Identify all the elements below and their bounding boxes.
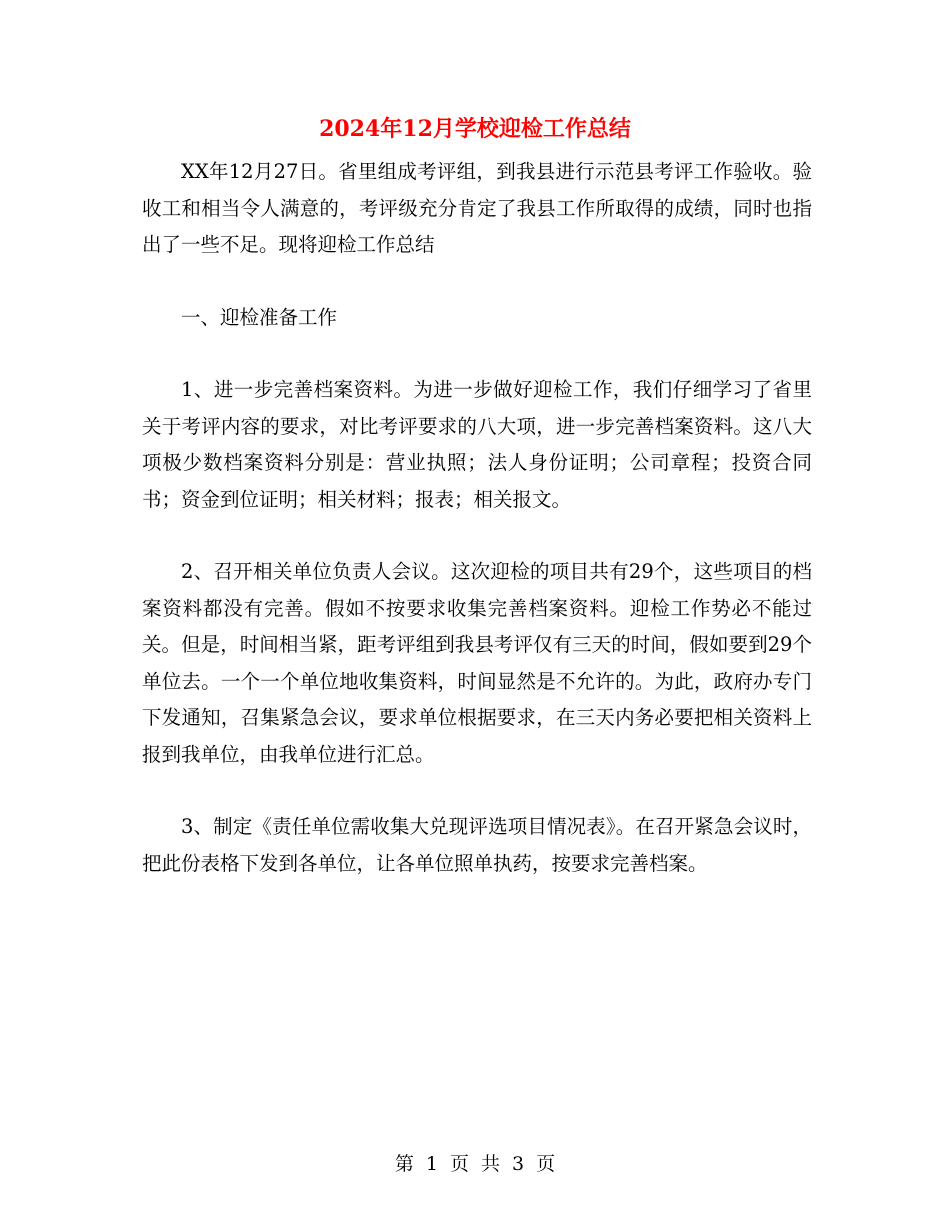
- section-heading: 一、迎检准备工作: [181, 305, 338, 329]
- document-body: [142, 154, 812, 882]
- paragraph-item-3: 3、制定《责任单位需收集大兑现评选项目情况表》。在召开紧急会议时，把此份表格下发到各单位，让各单位照单执药，按要求完善档案。: [142, 815, 812, 875]
- document-title: 2024年12月学校迎检工作总结: [319, 116, 631, 142]
- paragraph-intro: XX年12月27日。省里组成考评组，到我县进行示范县考评工作验收。验收工和相当令人满意的，考评级充分肯定了我县工作所取得的成绩，同时也指出了一些不足。现将迎检工作总结: [142, 160, 812, 256]
- paragraph-item-1: 1、进一步完善档案资料。为进一步做好迎检工作，我们仔细学习了省里关于考评内容的要求，对比考评要求的八大项，进一步完善档案资料。这八大项极少数档案资料分别是：营业执照；法人身份证明；公司章程；投资合同书；资金到位证明；相关材料；报表；相关报文。: [142, 378, 812, 511]
- paragraph-item-2: 2、召开相关单位负责人会议。这次迎检的项目共有29个，这些项目的档案资料都没有完善。假如不按要求收集完善档案资料。迎检工作势必不能过关。但是，时间相当紧，距考评组到我县考评仅有三天的时间，假如要到29个单位去。一个一个单位地收集资料，时间显然是不允许的。为此，政府办专门下发通知，召集紧急会议，要求单位根据要求，在三天内务必要把相关资料上报到我单位，由我单位进行汇总。: [142, 560, 812, 766]
- page-footer: 第 1 页 共 3 页: [394, 1153, 556, 1175]
